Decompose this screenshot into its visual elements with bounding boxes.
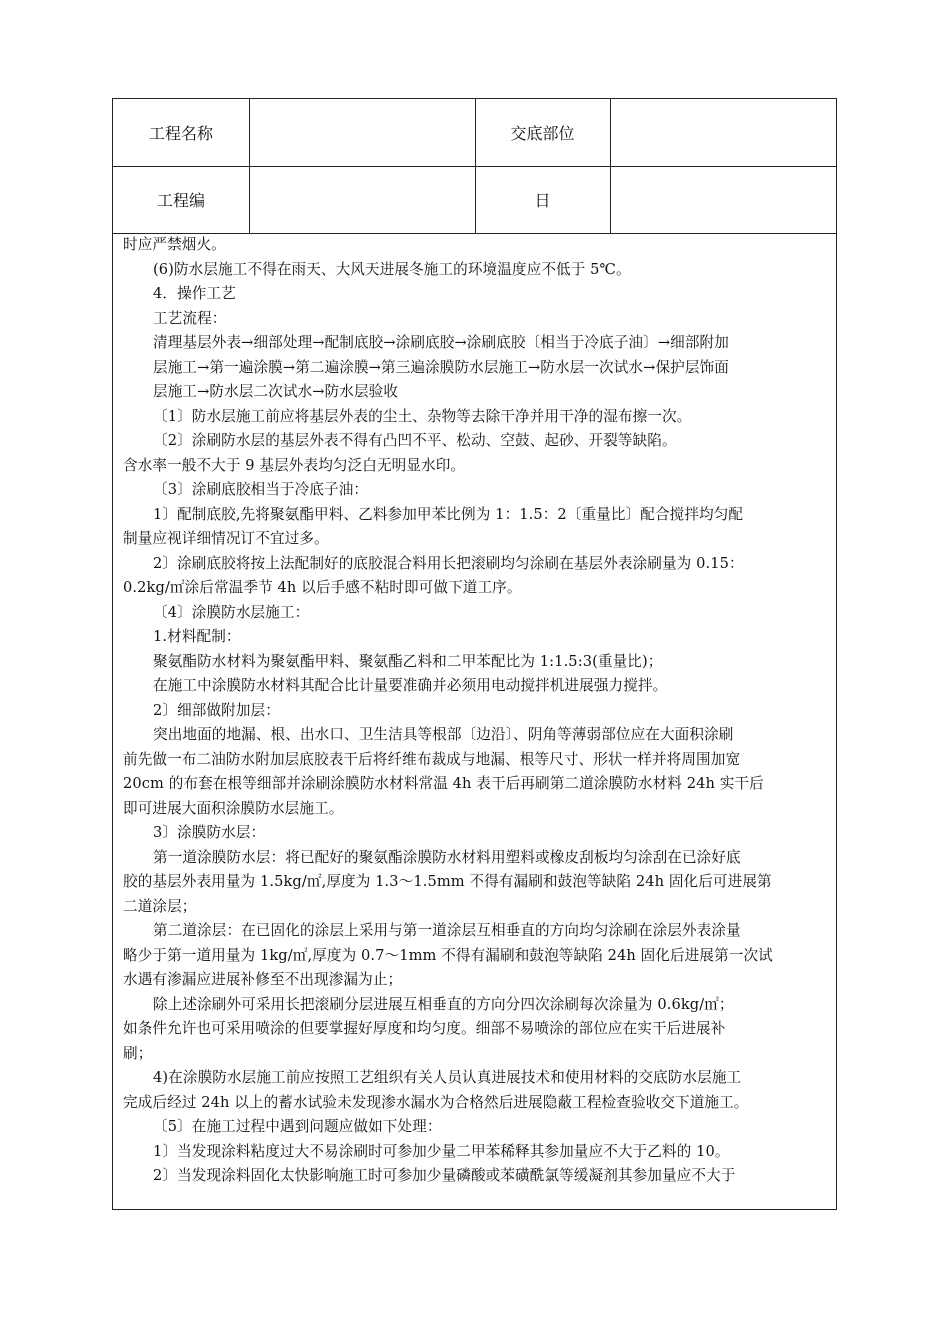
body-line: 〔3〕涂刷底胶相当于冷底子油：	[153, 481, 369, 498]
body-line: 除上述涂刷外可采用长把滚刷分层进展互相垂直的方向分四次涂刷每次涂量为 0.6kg/㎡；	[153, 995, 734, 1013]
body-line: 二道涂层；	[123, 897, 197, 915]
header-row-2	[113, 166, 836, 233]
body-line: 在施工中涂膜防水材料其配合比计量要准确并必须用电动搅拌机进展强力搅拌。	[153, 677, 668, 694]
body-line: 1〕配制底胶,先将聚氨酯甲料、乙料参加甲苯比例为 1：1.5：2〔重量比〕配合搅拌均匀配	[153, 505, 744, 523]
body-line: 聚氨酯防水材料为聚氨酯甲料、聚氨酯乙料和二甲苯配比为 1:1.5:3(重量比)；	[153, 652, 663, 670]
body-line: 水遇有渗漏应进展补修至不出现渗漏为止；	[123, 971, 403, 988]
project-name-label: 工程名称	[113, 99, 250, 166]
body-line: 2〕当发现涂料固化太快影响施工时可参加少量磷酸或苯磺酰氯等缓凝剂其参加量应不大于	[153, 1167, 736, 1184]
body-line: 1〕当发现涂料粘度过大不易涂刷时可参加少量二甲苯稀释其参加量应不大于乙料的 10。	[153, 1142, 730, 1160]
body-line: 3〕涂膜防水层：	[153, 824, 266, 841]
date-value	[610, 166, 836, 233]
body-line: 〔1〕防水层施工前应将基层外表的尘土、杂物等去除干净并用干净的湿布擦一次。	[153, 407, 692, 425]
body-line: 刷；	[123, 1044, 153, 1062]
body-line: 时应严禁烟火。	[123, 236, 226, 253]
body-line: 2〕细部做附加层：	[153, 701, 280, 719]
body-line: 制量应视详细情况订不宜过多。	[123, 530, 329, 547]
body-line: 工艺流程：	[153, 309, 227, 327]
body-line: 层施工→防水层二次试水→防水层验收	[153, 383, 399, 400]
body-line: 〔2〕涂刷防水层的基层外表不得有凸凹不平、松动、空鼓、起砂、开裂等缺陷。	[153, 432, 677, 449]
body-line: 含水率一般不大于 9 基层外表均匀泛白无明显水印。	[123, 456, 466, 474]
body-line: 〔5〕在施工过程中遇到问题应做如下处理：	[153, 1118, 442, 1135]
body-line: 第一道涂膜防水层：将已配好的聚氨酯涂膜防水材料用塑料或橡皮刮板均匀涂刮在已涂好底	[153, 848, 741, 866]
body-line: 1.材料配制：	[153, 628, 241, 645]
handover-sheet	[112, 98, 837, 1210]
body-line: 即可进展大面积涂膜防水层施工。	[123, 799, 344, 817]
body-line: 层施工→第一遍涂膜→第二遍涂膜→第三遍涂膜防水层施工→防水层一次试水→保护层饰面	[153, 358, 729, 376]
handover-content	[123, 233, 826, 1189]
body-line: 清理基层外表→细部处理→配制底胶→涂刷底胶→涂刷底胶〔相当于冷底子油〕→细部附加	[153, 334, 729, 351]
project-no-label: 工程编	[113, 166, 250, 233]
handover-part-label: 交底部位	[475, 99, 611, 166]
header-table	[113, 99, 836, 234]
date-label: 日	[475, 166, 611, 233]
body-line: 胶的基层外表用量为 1.5kg/㎡,厚度为 1.3～1.5mm 不得有漏刷和鼓泡等缺陷 24h 固化后可进展第	[123, 873, 772, 890]
body-line: 2〕涂刷底胶将按上法配制好的底胶混合料用长把滚刷均匀涂刷在基层外表涂刷量为 0.15：	[153, 554, 744, 572]
body-line: 如条件允许也可采用喷涂的但要掌握好厚度和均匀度。细部不易喷涂的部位应在实干后进展补	[123, 1020, 726, 1037]
body-line: 突出地面的地漏、根、出水口、卫生洁具等根部〔边沿〕、阴角等薄弱部位应在大面积涂刷	[153, 726, 734, 743]
header-row-1	[113, 99, 836, 167]
handover-part-value	[610, 99, 836, 166]
body-line: 完成后经过 24h 以上的蓄水试验未发现渗水漏水为合格然后进展隐蔽工程检查验收交下道施工。	[123, 1093, 749, 1111]
body-line: (6)防水层施工不得在雨天、大风天进展冬施工的环境温度应不低于 5℃。	[153, 260, 631, 278]
body-line: 略少于第一道用量为 1kg/㎡,厚度为 0.7～1mm 不得有漏刷和鼓泡等缺陷 24h 固化后进展第一次试	[123, 946, 773, 964]
body-line: 20cm 的布套在根等细部并涂刷涂膜防水材料常温 4h 表干后再刷第二道涂膜防水材料 24h 实干后	[123, 775, 764, 792]
body-line: 4)在涂膜防水层施工前应按照工艺组织有关人员认真进展技术和使用材料的交底防水层施工	[153, 1069, 742, 1086]
section-heading: 4．操作工艺	[153, 285, 236, 302]
project-name-value	[249, 99, 476, 166]
body-line: 第二道涂层：在已固化的涂层上采用与第一道涂层互相垂直的方向均匀涂刷在涂层外表涂量	[153, 922, 741, 939]
body-line: 〔4〕涂膜防水层施工：	[153, 603, 310, 621]
body-line: 前先做一布二油防水附加层底胶表干后将纤维布裁成与地漏、根等尺寸、形状一样并将周围加宽	[123, 750, 741, 768]
project-no-value	[249, 166, 476, 233]
body-line: 0.2kg/㎡涂后常温季节 4h 以后手感不粘时即可做下道工序。	[123, 579, 522, 596]
